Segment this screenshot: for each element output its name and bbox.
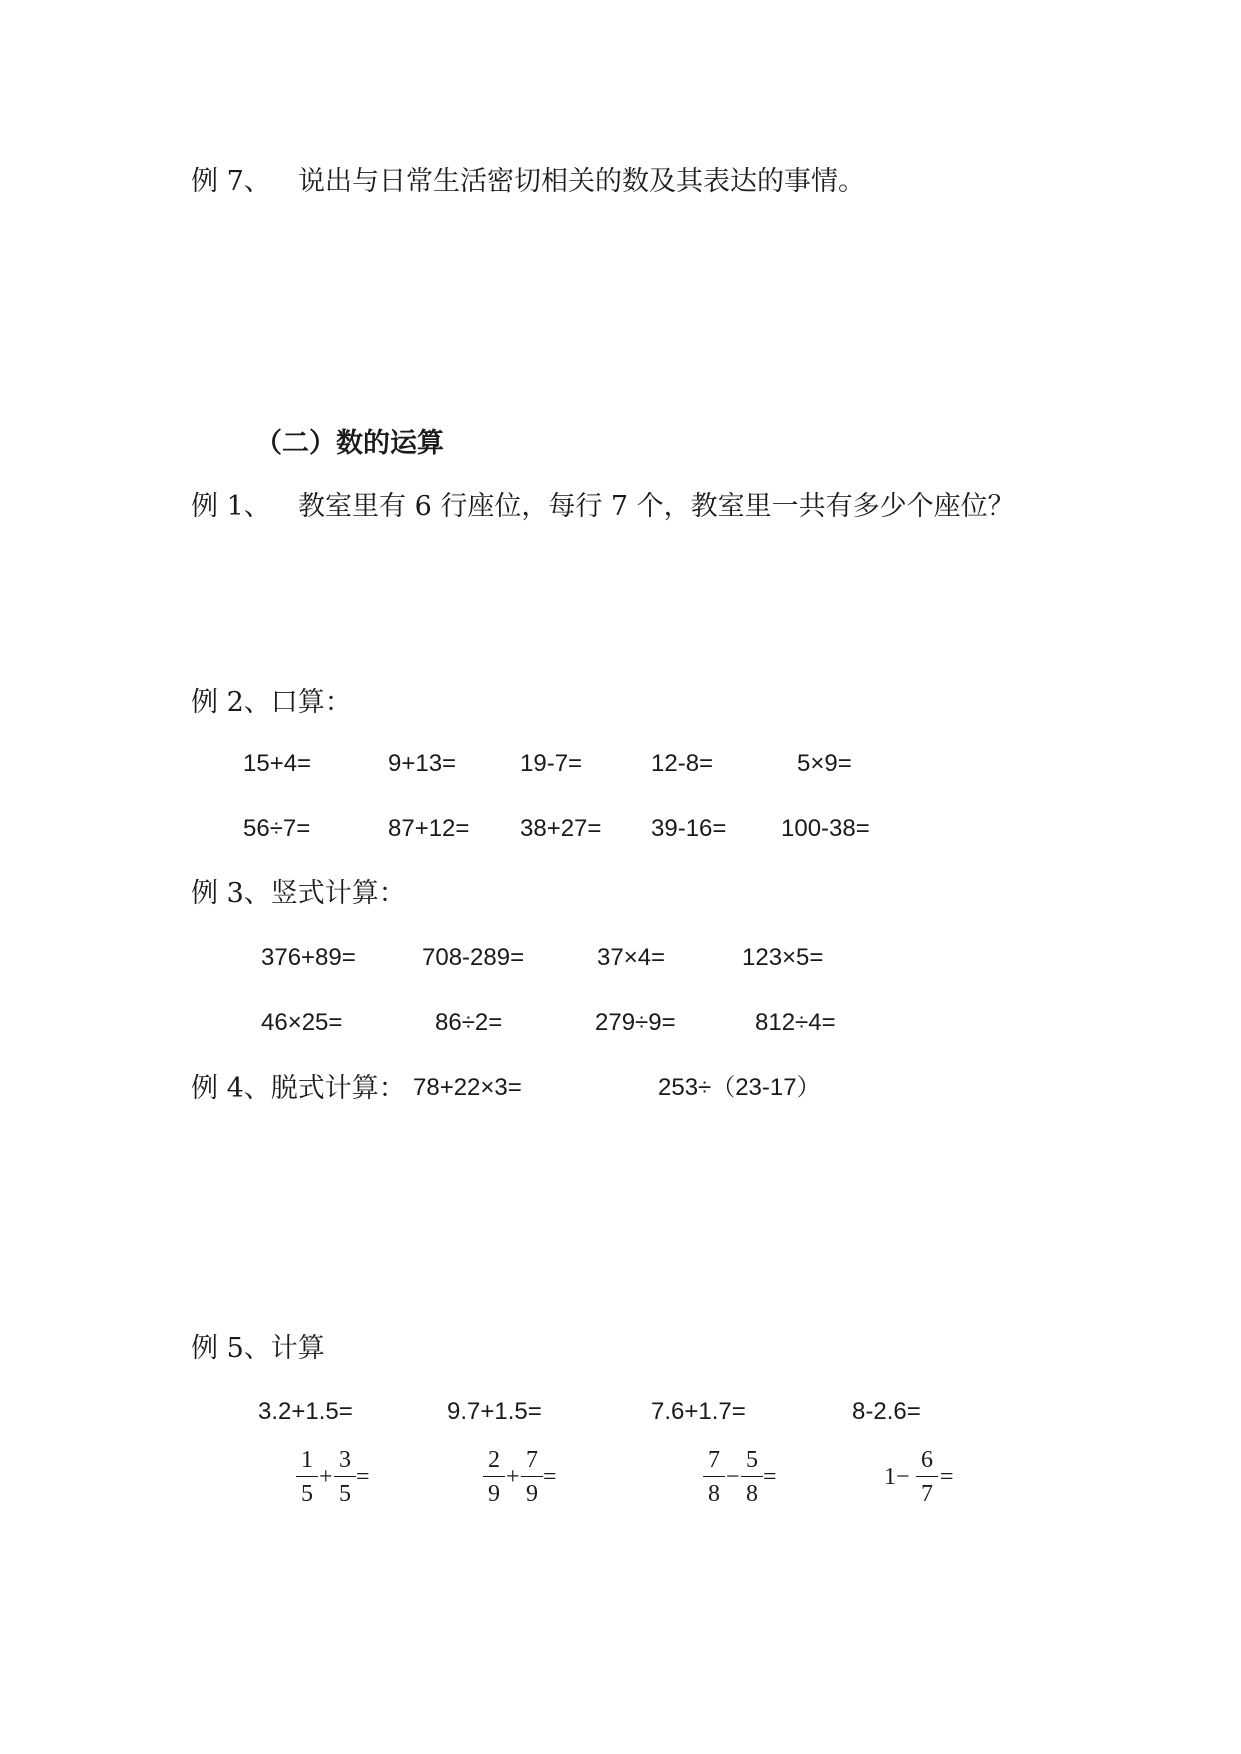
fraction	[521, 1448, 543, 1506]
denominator: 9	[526, 1481, 538, 1507]
fraction	[334, 1448, 356, 1506]
fraction	[703, 1448, 725, 1506]
operator: −	[726, 1464, 740, 1490]
ex2-item: 19-7=	[520, 750, 583, 777]
ex2-label: 例 2、口算：	[191, 687, 352, 718]
ex5-item: 3.2+1.5=	[258, 1398, 353, 1425]
ex5-item: 8-2.6=	[852, 1398, 921, 1425]
numerator: 1	[301, 1447, 313, 1473]
ex3-item: 376+89=	[261, 944, 356, 971]
equals-sign: =	[940, 1464, 954, 1490]
denominator: 5	[301, 1481, 313, 1507]
ex3-item: 279÷9=	[595, 1009, 676, 1036]
ex1-label: 例 1、	[191, 491, 271, 522]
ex2-item: 12-8=	[651, 750, 714, 777]
numerator: 3	[339, 1447, 351, 1473]
numerator: 7	[526, 1447, 538, 1473]
fraction	[296, 1448, 318, 1506]
ex7-label: 例 7、	[191, 166, 271, 197]
ex4-label: 例 4、脱式计算：	[191, 1073, 406, 1104]
ex3-item: 46×25=	[261, 1009, 343, 1036]
denominator: 8	[746, 1481, 758, 1507]
numerator: 2	[488, 1447, 500, 1473]
denominator: 5	[339, 1481, 351, 1507]
ex5-label: 例 5、计算	[191, 1333, 325, 1364]
ex3-item: 37×4=	[597, 944, 666, 971]
ex2-item: 56÷7=	[243, 815, 311, 842]
ex1-text: 教室里有 6 行座位，每行 7 个，教室里一共有多少个座位？	[298, 491, 1015, 522]
ex2-item: 87+12=	[388, 815, 470, 842]
operator: +	[319, 1464, 333, 1490]
ex7-text: 说出与日常生活密切相关的数及其表达的事情。	[298, 166, 865, 197]
ex2-item: 9+13=	[388, 750, 457, 777]
ex3-label: 例 3、竖式计算：	[191, 878, 406, 909]
denominator: 7	[921, 1481, 933, 1507]
ex5-item: 7.6+1.7=	[651, 1398, 746, 1425]
equals-sign: =	[543, 1464, 557, 1490]
fraction	[741, 1448, 763, 1506]
numerator: 6	[921, 1447, 933, 1473]
ex2-item: 100-38=	[781, 815, 870, 842]
denominator: 9	[488, 1481, 500, 1507]
denominator: 8	[708, 1481, 720, 1507]
ex2-item: 5×9=	[797, 750, 852, 777]
ex2-item: 39-16=	[651, 815, 727, 842]
numerator: 5	[746, 1447, 758, 1473]
fraction	[483, 1448, 505, 1506]
equals-sign: =	[356, 1464, 370, 1490]
operator: +	[506, 1464, 520, 1490]
ex5-item: 9.7+1.5=	[447, 1398, 542, 1425]
ex3-item: 123×5=	[742, 944, 824, 971]
ex3-item: 86÷2=	[435, 1009, 503, 1036]
ex4-expr: 253÷（23-17）	[658, 1074, 821, 1101]
equals-sign: =	[763, 1464, 777, 1490]
numerator: 7	[708, 1447, 720, 1473]
ex3-item: 708-289=	[422, 944, 525, 971]
section-title: （二）数的运算	[255, 428, 444, 459]
ex2-item: 38+27=	[520, 815, 602, 842]
ex2-item: 15+4=	[243, 750, 312, 777]
leading-term: 1−	[884, 1464, 910, 1490]
ex3-item: 812÷4=	[755, 1009, 836, 1036]
ex4-expr: 78+22×3=	[413, 1074, 522, 1101]
fraction	[916, 1448, 938, 1506]
